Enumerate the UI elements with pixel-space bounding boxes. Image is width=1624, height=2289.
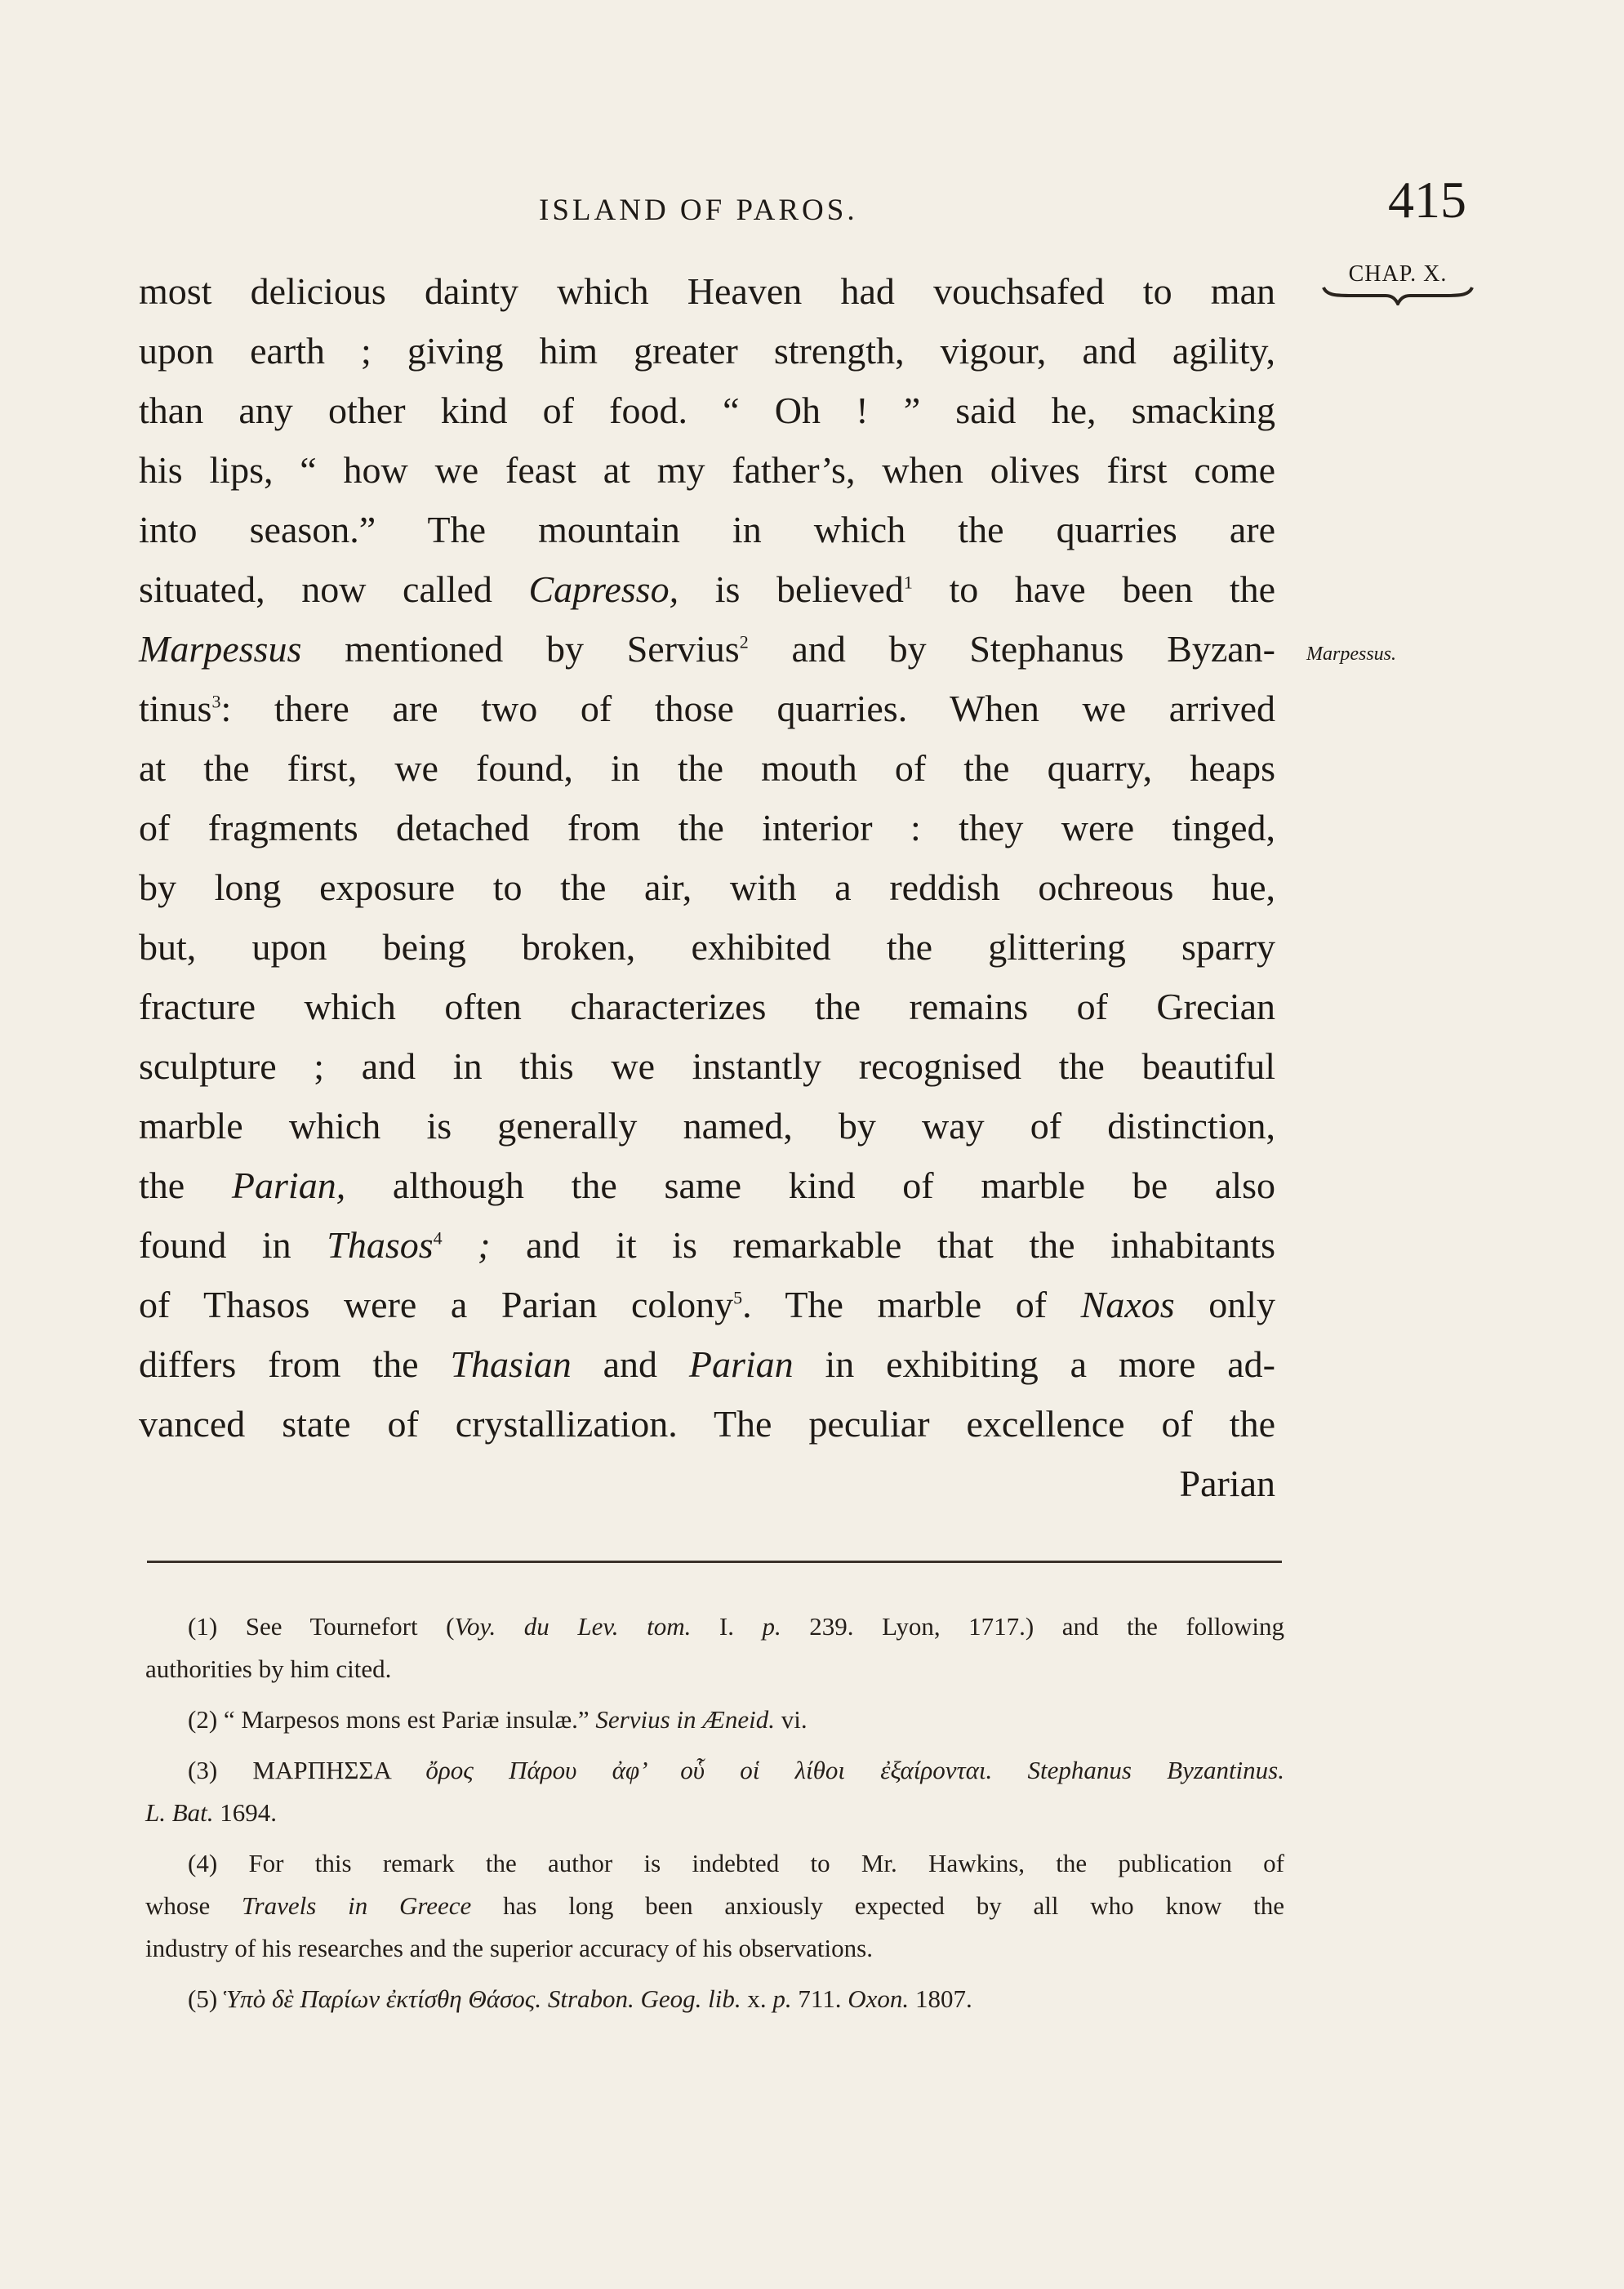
text-run: and by Stephanus Byzan- (748, 628, 1275, 670)
footnote-rule (147, 1561, 1282, 1563)
text-line (139, 1334, 1275, 1394)
text-line (139, 559, 1275, 619)
text-run: ΜΑΡΠΗΣΣΑ (252, 1756, 426, 1784)
text-run: 1807. (909, 1984, 972, 2013)
footnote-ref: 3 (211, 691, 221, 712)
footnote-3 (145, 1749, 1284, 1834)
text-line: sculpture ; and in this we instantly recognised the beautiful (139, 1045, 1275, 1087)
italic-term: Marpessus (139, 628, 302, 670)
footnote-ref: 5 (733, 1287, 743, 1308)
footnote-line (145, 1749, 1284, 1792)
text-run: 1694. (213, 1798, 278, 1827)
text-run: tinus (139, 688, 212, 729)
text-line: marble which is generally named, by way of distinction, (139, 1105, 1275, 1147)
italic-term: p. (772, 1984, 792, 2013)
italic-term: Naxos (1080, 1284, 1175, 1325)
italic-term: L. Bat. (145, 1798, 214, 1827)
text-run: See Tournefort ( (245, 1612, 455, 1641)
text-run: For this remark the author is indebted to Mr. Hawkins, the publication of (248, 1849, 1284, 1877)
text-run: of Thasos were a Parian colony (139, 1284, 734, 1325)
italic-term: Servius in Æneid. (595, 1705, 775, 1734)
text-line: by long exposure to the air, with a reddish ochreous hue, (139, 866, 1275, 908)
text-line: but, upon being broken, exhibited the glittering sparry (139, 926, 1275, 968)
text-line (139, 619, 1275, 679)
footnote-4 (145, 1842, 1284, 1970)
text-run: situated, now called (139, 568, 529, 610)
footnote-line (145, 1885, 1284, 1927)
footnote-ref: 4 (433, 1227, 443, 1249)
text-run: mentioned by Servius (301, 628, 740, 670)
text-run: the (139, 1165, 232, 1206)
text-run: only (1174, 1284, 1276, 1325)
italic-term: Capresso, (528, 568, 679, 610)
text-run: 239. Lyon, 1717.) and the following (781, 1612, 1285, 1641)
text-run: “ Marpesos mons est Pariæ insulæ.” (223, 1705, 596, 1734)
footnote-line (145, 1605, 1284, 1648)
text-run: and it is remarkable that the inhabitants (490, 1224, 1275, 1266)
text-run: : there are two of those quarries. When we arrived (220, 688, 1275, 729)
text-line: fracture which often characterizes the remains of Grecian (139, 986, 1275, 1027)
italic-term: Strabon. Geog. lib. (541, 1984, 741, 2013)
italic-term: Stephanus Byzantinus. (992, 1756, 1284, 1784)
text-run: whose (145, 1891, 242, 1920)
text-line (139, 1275, 1275, 1334)
footnote-line (145, 1792, 1284, 1834)
text-run: has long been anxiously expected by all who know the (471, 1891, 1284, 1920)
text-run: differs from the (139, 1343, 451, 1385)
footnote-number: (5) (188, 1984, 218, 2013)
text-run: . The marble of (742, 1284, 1081, 1325)
footnote-2 (145, 1699, 1284, 1741)
text-run: x. (741, 1984, 773, 2013)
italic-term: Parian, (231, 1165, 346, 1206)
text-line (139, 1156, 1275, 1215)
footnote-number: (4) (188, 1849, 218, 1877)
main-text (139, 261, 1275, 1513)
text-run: although the same kind of marble be also (345, 1165, 1275, 1206)
chapter-marginal-note (1316, 261, 1479, 305)
footnote-line: industry of his researches and the superior accuracy of his observations. (145, 1934, 873, 1962)
italic-term: Oxon. (848, 1984, 910, 2013)
footnotes (145, 1605, 1284, 2028)
footnote-line (145, 1842, 1284, 1885)
greek-text: ὄρος Πάρου ἀφ’ οὗ οἱ λίθοι ἐξαίρονται. (425, 1756, 993, 1784)
running-head: ISLAND OF PAROS. (539, 194, 858, 227)
footnote-number: (1) (188, 1612, 218, 1641)
footnote-line (145, 1978, 1284, 2020)
text-run: vi. (774, 1705, 808, 1734)
text-run: ; (442, 1224, 491, 1266)
footnote-number: (2) (188, 1705, 218, 1734)
italic-term: Thasos (327, 1224, 434, 1266)
text-run: I. (691, 1612, 763, 1641)
text-line: upon earth ; giving him greater strength, vigour, and agility, (139, 330, 1275, 372)
footnote-ref: 1 (903, 572, 913, 593)
text-run: found in (139, 1224, 327, 1266)
text-line: at the first, we found, in the mouth of the quarry, heaps (139, 747, 1275, 789)
italic-term: Travels in Greece (242, 1891, 472, 1920)
italic-term: p. (762, 1612, 781, 1641)
greek-text: Ὑπὸ δὲ Παρίων ἐκτίσθη Θάσος. (223, 1984, 542, 2013)
italic-term: Thasian (450, 1343, 572, 1385)
footnote-number: (3) (188, 1756, 218, 1784)
italic-term: Voy. du Lev. tom. (454, 1612, 692, 1641)
chapter-label: CHAP. X. (1348, 261, 1448, 287)
italic-term: Parian (688, 1343, 794, 1385)
text-line: most delicious dainty which Heaven had vouchsafed to man (139, 270, 1275, 312)
text-run: to have been the (912, 568, 1275, 610)
text-run: in exhibiting a more ad- (793, 1343, 1275, 1385)
text-line: his lips, “ how we feast at my father’s, when olives first come (139, 449, 1275, 491)
text-line: vanced state of crystallization. The peculiar excellence of the (139, 1403, 1275, 1445)
page-number: 415 (1388, 171, 1466, 229)
text-run: 711. (791, 1984, 848, 2013)
footnote-1 (145, 1605, 1284, 1690)
text-line (139, 679, 1275, 738)
footnote-5 (145, 1978, 1284, 2020)
footnote-line: authorities by him cited. (145, 1654, 392, 1683)
text-line (139, 1215, 1275, 1275)
text-run: is believed (679, 568, 904, 610)
footnote-ref: 2 (739, 631, 749, 652)
marginal-note-marpessus: Marpessus. (1306, 644, 1397, 665)
text-run: and (571, 1343, 689, 1385)
text-line: of fragments detached from the interior : they were tinged, (139, 807, 1275, 848)
footnote-line (145, 1699, 1284, 1741)
text-line: than any other kind of food. “ Oh ! ” said he, smacking (139, 390, 1275, 431)
text-line: into season.” The mountain in which the quarries are (139, 509, 1275, 550)
catchword: Parian (1179, 1463, 1275, 1504)
